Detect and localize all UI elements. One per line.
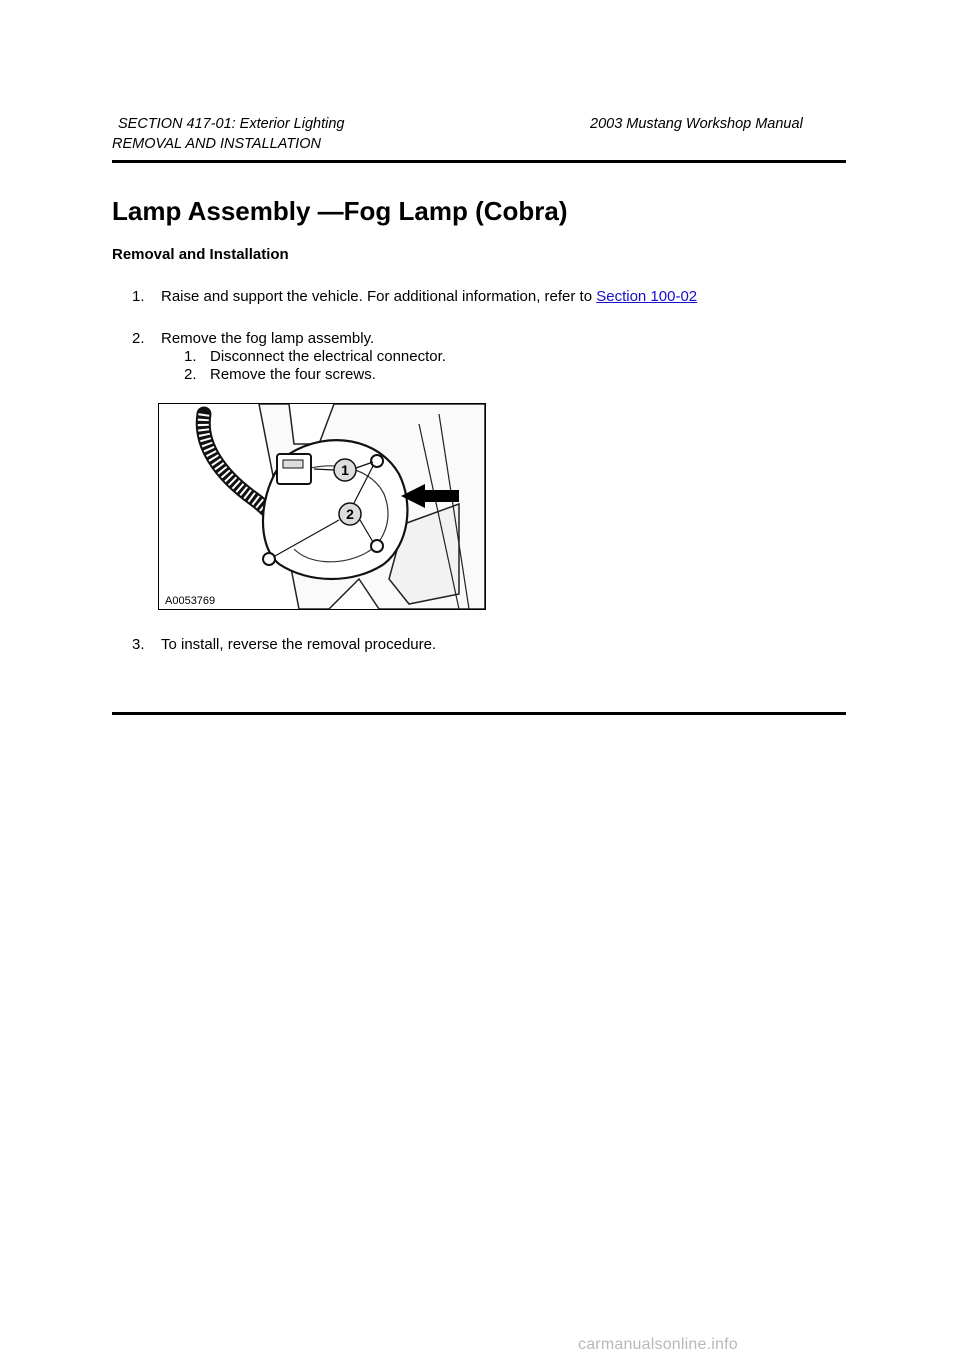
watermark: carmanualsonline.info	[578, 1336, 738, 1353]
footer-rule	[112, 712, 846, 715]
step-text: To install, reverse the removal procedure.	[161, 636, 437, 653]
step-number: 1.	[132, 288, 145, 305]
step-number: 3.	[132, 636, 145, 653]
screw-icon	[263, 553, 275, 565]
substep-text: Disconnect the electrical connector.	[210, 348, 446, 365]
header-manual-title: 2003 Mustang Workshop Manual	[590, 116, 803, 132]
fog-lamp-illustration	[159, 404, 485, 609]
step-text: Remove the fog lamp assembly.	[161, 330, 375, 347]
subheading: Removal and Installation	[112, 246, 289, 263]
step-number: 2.	[132, 330, 145, 347]
header-section: SECTION 417-01: Exterior Lighting	[118, 116, 345, 132]
connector-latch	[283, 460, 303, 468]
substep-number: 2.	[184, 366, 197, 383]
substep-2	[184, 366, 376, 383]
header-subsection: REMOVAL AND INSTALLATION	[112, 136, 321, 152]
fog-lamp-figure	[158, 403, 486, 610]
page-title: Lamp Assembly —Fog Lamp (Cobra)	[112, 196, 568, 226]
electrical-connector	[277, 454, 311, 484]
step-2	[132, 330, 375, 347]
step-1	[132, 288, 698, 305]
screw-icon	[371, 455, 383, 467]
header-rule	[112, 160, 846, 163]
substep-1	[184, 348, 446, 365]
callout-2-label: 2	[346, 506, 354, 522]
section-link[interactable]: Section 100-02	[596, 288, 698, 305]
substep-number: 1.	[184, 348, 197, 365]
step-text: Raise and support the vehicle. For additional information, refer to	[161, 288, 597, 305]
figure-id-label: A0053769	[165, 595, 216, 607]
step-3	[132, 636, 437, 653]
substep-text: Remove the four screws.	[210, 366, 376, 383]
callout-1-label: 1	[341, 462, 349, 478]
